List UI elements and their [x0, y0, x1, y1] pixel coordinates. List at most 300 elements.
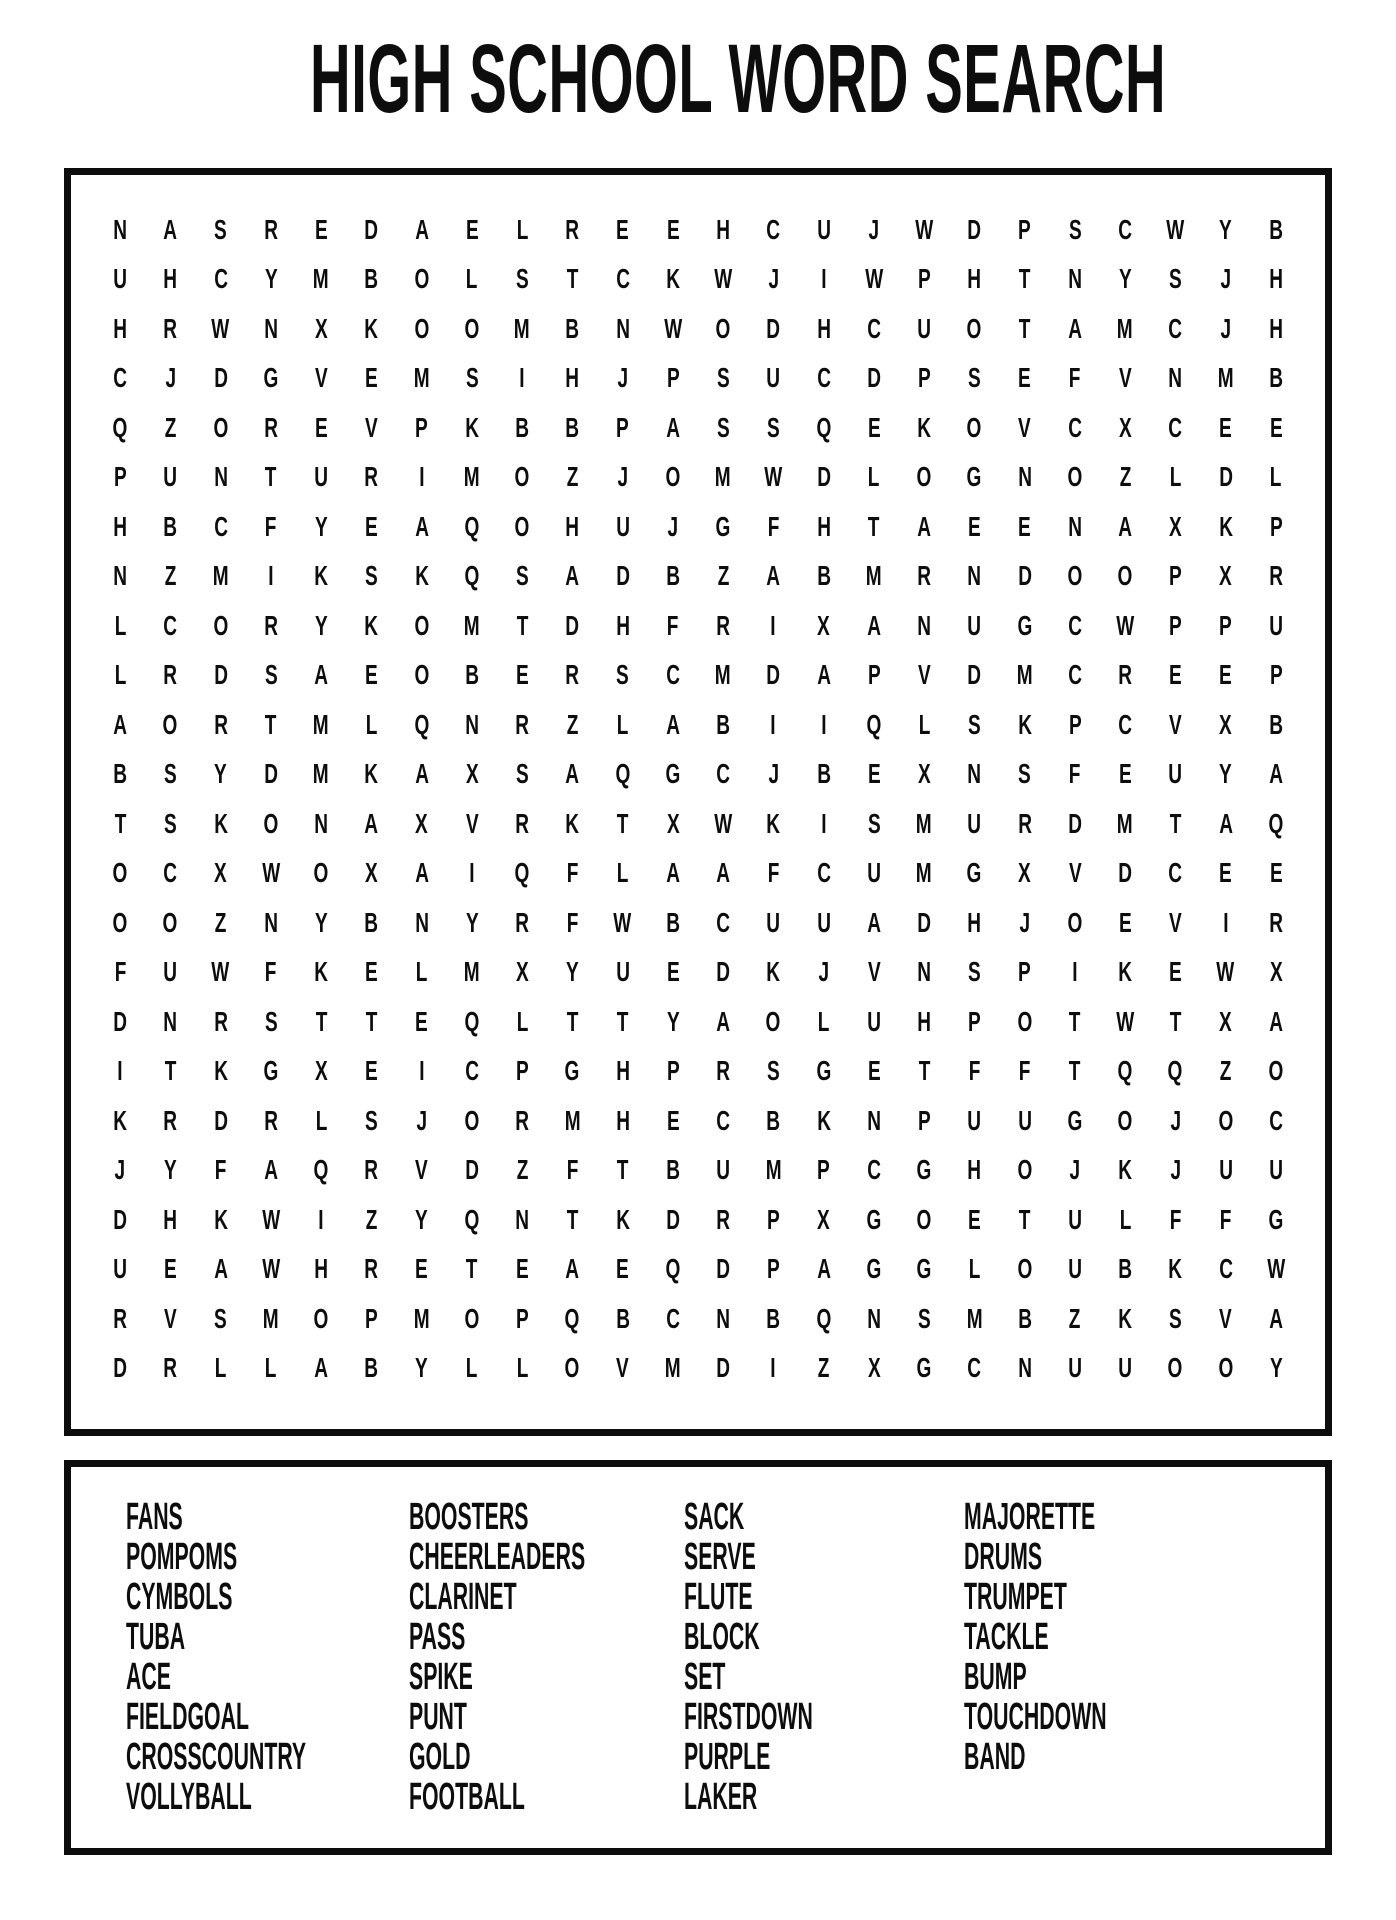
grid-letter: E: [968, 1203, 981, 1235]
grid-letter: U: [1017, 1104, 1032, 1136]
grid-letter: P: [415, 411, 428, 443]
grid-letter: Y: [164, 1154, 177, 1186]
grid-letter: S: [1018, 758, 1031, 790]
grid-letter: F: [566, 857, 579, 889]
grid-letter: J: [1170, 1104, 1181, 1136]
word-list-item: SPIKE: [409, 1656, 473, 1698]
grid-letter: O: [414, 659, 430, 691]
grid-letter: V: [1118, 362, 1132, 394]
word-list-item: TUBA: [126, 1616, 186, 1658]
grid-letter: F: [767, 510, 780, 542]
grid-letter: C: [866, 1154, 881, 1186]
grid-letter: N: [113, 560, 127, 592]
grid-letter: T: [516, 609, 528, 641]
grid-letter: I: [770, 1352, 777, 1384]
grid-letter: V: [1219, 1302, 1232, 1334]
grid-letter: O: [213, 411, 229, 443]
grid-letter: M: [413, 1302, 430, 1334]
word-list-item: FIRSTDOWN: [684, 1696, 813, 1738]
grid-letter: O: [162, 708, 178, 740]
grid-letter: Q: [464, 1203, 480, 1235]
grid-letter: T: [868, 510, 880, 542]
grid-letter: M: [564, 1104, 581, 1136]
grid-letter: L: [265, 1352, 277, 1384]
grid-letter: W: [261, 1253, 280, 1285]
grid-letter: R: [515, 1104, 529, 1136]
grid-letter: Z: [214, 906, 227, 938]
grid-letter: E: [415, 1005, 428, 1037]
grid-letter: A: [1118, 510, 1132, 542]
grid-letter: K: [1118, 1302, 1132, 1334]
grid-letter: O: [765, 1005, 781, 1037]
grid-letter: F: [968, 1055, 981, 1087]
grid-letter: I: [117, 1055, 123, 1087]
grid-letter: Y: [1118, 263, 1132, 295]
grid-letter: G: [816, 1055, 832, 1087]
grid-letter: D: [766, 659, 781, 691]
word-list-item: SACK: [684, 1496, 745, 1538]
grid-letter: L: [466, 1352, 478, 1384]
grid-letter: X: [867, 1352, 881, 1384]
letter-grid: [71, 175, 1325, 1429]
grid-letter: Z: [566, 708, 579, 740]
grid-letter: O: [1067, 560, 1083, 592]
grid-letter: N: [716, 1302, 730, 1334]
grid-letter: M: [262, 1302, 279, 1334]
grid-letter: P: [867, 659, 881, 691]
grid-letter: K: [766, 956, 781, 988]
grid-letter: X: [1269, 956, 1283, 988]
grid-letter: M: [313, 708, 330, 740]
grid-letter: H: [615, 1055, 630, 1087]
grid-letter: S: [767, 1055, 780, 1087]
grid-letter: N: [1017, 1352, 1032, 1384]
grid-letter: R: [263, 213, 278, 245]
grid-letter: V: [867, 956, 881, 988]
grid-letter: R: [263, 411, 278, 443]
grid-letter: N: [163, 1005, 178, 1037]
grid-letter: V: [1018, 411, 1031, 443]
grid-letter: C: [1067, 411, 1082, 443]
grid-letter: F: [767, 857, 780, 889]
grid-letter: C: [665, 1302, 680, 1334]
grid-letter: E: [515, 659, 529, 691]
grid-letter: T: [1169, 807, 1182, 839]
grid-letter: M: [916, 857, 933, 889]
grid-letter: L: [616, 857, 629, 889]
word-list-item: VOLLYBALL: [126, 1776, 252, 1818]
grid-letter: Q: [866, 708, 882, 740]
grid-letter: T: [265, 708, 277, 740]
grid-letter: M: [865, 560, 882, 592]
grid-letter: M: [1117, 807, 1134, 839]
grid-letter: C: [464, 1055, 479, 1087]
grid-letter: O: [916, 1203, 932, 1235]
grid-letter: T: [1018, 263, 1031, 295]
grid-letter: B: [364, 1352, 379, 1384]
grid-letter: T: [1069, 1055, 1081, 1087]
grid-letter: S: [1169, 263, 1182, 295]
word-list-item: CHEERLEADERS: [409, 1536, 586, 1578]
grid-letter: C: [716, 1104, 730, 1136]
grid-letter: A: [414, 857, 429, 889]
grid-letter: X: [415, 807, 428, 839]
grid-letter: C: [163, 609, 178, 641]
grid-letter: Q: [464, 560, 480, 592]
grid-letter: B: [665, 906, 680, 938]
grid-letter: H: [816, 510, 831, 542]
grid-letter: J: [165, 362, 176, 394]
grid-letter: W: [864, 263, 883, 295]
grid-letter: A: [213, 1253, 228, 1285]
grid-letter: R: [565, 213, 580, 245]
grid-letter: P: [917, 1104, 931, 1136]
grid-letter: M: [463, 609, 480, 641]
grid-letter: D: [213, 659, 228, 691]
grid-letter: A: [716, 857, 730, 889]
grid-letter: T: [365, 1005, 378, 1037]
grid-letter: E: [365, 1055, 378, 1087]
grid-letter: W: [211, 956, 230, 988]
grid-letter: F: [1219, 1203, 1232, 1235]
grid-letter: Z: [1219, 1055, 1232, 1087]
grid-letter: P: [968, 1005, 981, 1037]
grid-letter: X: [314, 1055, 328, 1087]
grid-letter: K: [364, 312, 379, 344]
grid-letter: I: [469, 857, 475, 889]
grid-letter: W: [764, 461, 783, 493]
grid-letter: C: [1118, 213, 1132, 245]
grid-letter: P: [666, 362, 680, 394]
grid-letter: I: [418, 1055, 425, 1087]
grid-letter: Z: [516, 1154, 528, 1186]
grid-letter: U: [1067, 1203, 1082, 1235]
grid-letter: D: [716, 1352, 730, 1384]
word-list-item: BOOSTERS: [409, 1496, 529, 1538]
grid-letter: L: [1119, 1203, 1131, 1235]
grid-letter: S: [716, 362, 730, 394]
grid-letter: Q: [564, 1302, 580, 1334]
grid-letter: L: [516, 1005, 528, 1037]
word-list-item: SET: [684, 1656, 726, 1698]
grid-letter: T: [566, 1005, 579, 1037]
grid-letter: O: [313, 857, 329, 889]
grid-letter: D: [967, 659, 982, 691]
grid-letter: V: [465, 807, 479, 839]
grid-letter: O: [112, 906, 128, 938]
grid-letter: U: [1218, 1154, 1233, 1186]
grid-letter: G: [1067, 1104, 1083, 1136]
grid-letter: G: [715, 510, 731, 542]
word-list-item: TACKLE: [964, 1616, 1049, 1658]
grid-letter: O: [162, 906, 178, 938]
grid-letter: D: [113, 1005, 127, 1037]
grid-letter: R: [364, 461, 379, 493]
grid-letter: P: [767, 1253, 780, 1285]
grid-letter: B: [364, 906, 379, 938]
grid-letter: O: [564, 1352, 580, 1384]
grid-letter: O: [1117, 560, 1133, 592]
grid-letter: U: [816, 213, 831, 245]
grid-letter: P: [1269, 659, 1283, 691]
grid-letter: N: [213, 461, 228, 493]
grid-letter: K: [1118, 1154, 1132, 1186]
grid-letter: Z: [164, 411, 177, 443]
grid-letter: L: [315, 1104, 327, 1136]
grid-letter: X: [817, 1203, 830, 1235]
word-list-item: MAJORETTE: [964, 1496, 1096, 1538]
grid-letter: E: [1269, 857, 1283, 889]
grid-letter: C: [113, 362, 127, 394]
grid-letter: G: [866, 1203, 882, 1235]
grid-letter: A: [766, 560, 781, 592]
grid-letter: T: [566, 1203, 579, 1235]
grid-letter: G: [263, 1055, 279, 1087]
grid-letter: E: [867, 758, 881, 790]
grid-letter: N: [917, 609, 931, 641]
grid-letter: G: [916, 1253, 932, 1285]
grid-letter: P: [1169, 560, 1182, 592]
grid-letter: A: [113, 708, 127, 740]
word-list-item: GOLD: [409, 1736, 471, 1778]
grid-letter: K: [1168, 1253, 1183, 1285]
grid-letter: X: [1219, 708, 1232, 740]
grid-letter: U: [1268, 609, 1283, 641]
grid-letter: O: [464, 1302, 480, 1334]
grid-letter: X: [1118, 411, 1132, 443]
grid-letter: O: [1067, 906, 1083, 938]
grid-letter: V: [1068, 857, 1082, 889]
grid-letter: R: [1118, 659, 1132, 691]
grid-letter: P: [113, 461, 127, 493]
grid-letter: B: [1268, 213, 1283, 245]
grid-letter: O: [916, 461, 932, 493]
grid-letter: N: [263, 906, 278, 938]
grid-letter: D: [967, 213, 982, 245]
grid-letter: U: [917, 312, 931, 344]
grid-letter: D: [1017, 560, 1032, 592]
grid-letter: U: [113, 1253, 127, 1285]
grid-letter: A: [665, 708, 680, 740]
word-list-item: SERVE: [684, 1536, 756, 1578]
grid-letter: U: [163, 956, 178, 988]
grid-letter: M: [463, 956, 480, 988]
grid-letter: H: [113, 510, 127, 542]
grid-letter: S: [515, 560, 529, 592]
grid-letter: B: [464, 659, 479, 691]
grid-letter: C: [615, 263, 630, 295]
grid-letter: R: [213, 1005, 228, 1037]
grid-letter: C: [213, 263, 228, 295]
grid-letter: J: [416, 1104, 427, 1136]
grid-letter: K: [314, 956, 328, 988]
grid-letter: P: [767, 1203, 780, 1235]
word-list-item: BLOCK: [684, 1616, 760, 1658]
grid-letter: O: [715, 312, 731, 344]
grid-letter: U: [967, 807, 982, 839]
grid-letter: N: [866, 1302, 881, 1334]
grid-letter: N: [263, 312, 278, 344]
grid-letter: Q: [464, 1005, 480, 1037]
grid-letter: A: [866, 609, 881, 641]
grid-letter: T: [114, 807, 126, 839]
grid-letter: A: [816, 659, 831, 691]
grid-letter: K: [414, 560, 429, 592]
grid-letter: L: [516, 213, 528, 245]
grid-letter: J: [667, 510, 679, 542]
grid-letter: L: [817, 1005, 830, 1037]
word-list-column: [126, 1497, 409, 1817]
grid-letter: B: [163, 510, 178, 542]
grid-letter: O: [966, 312, 982, 344]
grid-letter: N: [1067, 263, 1082, 295]
grid-letter: H: [816, 312, 831, 344]
grid-letter: W: [1166, 213, 1185, 245]
grid-letter: N: [1067, 510, 1082, 542]
grid-letter: J: [1220, 263, 1231, 295]
word-list-box: [64, 1460, 1332, 1855]
grid-letter: S: [767, 411, 780, 443]
grid-letter: R: [515, 807, 529, 839]
grid-letter: S: [264, 659, 278, 691]
grid-letter: B: [1268, 708, 1283, 740]
grid-letter: Y: [264, 263, 278, 295]
grid-letter: F: [265, 956, 277, 988]
grid-letter: F: [566, 1154, 579, 1186]
puzzle-grid-box: [64, 168, 1332, 1436]
grid-letter: X: [666, 807, 680, 839]
grid-letter: E: [365, 362, 378, 394]
grid-letter: I: [418, 461, 425, 493]
grid-letter: E: [666, 956, 680, 988]
grid-letter: B: [565, 312, 580, 344]
grid-letter: N: [414, 906, 429, 938]
grid-letter: A: [314, 659, 328, 691]
grid-letter: C: [1168, 312, 1183, 344]
grid-letter: K: [213, 807, 228, 839]
grid-letter: K: [113, 1104, 127, 1136]
grid-letter: Y: [566, 956, 579, 988]
grid-letter: C: [816, 362, 831, 394]
grid-letter: B: [565, 411, 580, 443]
grid-letter: E: [968, 510, 981, 542]
grid-letter: Q: [112, 411, 128, 443]
grid-letter: G: [263, 362, 279, 394]
grid-letter: R: [917, 560, 931, 592]
grid-letter: E: [867, 411, 881, 443]
grid-letter: V: [1169, 708, 1182, 740]
grid-letter: J: [818, 956, 829, 988]
grid-letter: X: [917, 758, 931, 790]
grid-letter: E: [1118, 906, 1132, 938]
grid-letter: H: [716, 213, 730, 245]
grid-letter: Y: [666, 1005, 680, 1037]
grid-letter: A: [917, 510, 931, 542]
grid-letter: N: [967, 560, 982, 592]
grid-letter: Y: [465, 906, 479, 938]
grid-letter: T: [918, 1055, 930, 1087]
grid-letter: S: [968, 708, 981, 740]
grid-letter: S: [365, 560, 378, 592]
grid-letter: W: [714, 263, 733, 295]
word-list-item: CYMBOLS: [126, 1576, 233, 1618]
grid-letter: I: [1222, 906, 1229, 938]
word-list-item: FIELDGOAL: [126, 1696, 249, 1738]
grid-letter: B: [716, 708, 730, 740]
grid-letter: Y: [415, 1352, 428, 1384]
grid-letter: R: [716, 1203, 730, 1235]
grid-letter: D: [665, 1203, 680, 1235]
grid-letter: L: [1169, 461, 1182, 493]
grid-letter: Q: [1268, 807, 1284, 839]
grid-letter: W: [1116, 1005, 1135, 1037]
word-list-item: TOUCHDOWN: [964, 1696, 1107, 1738]
grid-letter: H: [1268, 312, 1283, 344]
grid-letter: J: [1019, 906, 1030, 938]
grid-letter: O: [414, 609, 430, 641]
grid-letter: B: [816, 560, 831, 592]
grid-letter: T: [1018, 1203, 1031, 1235]
grid-letter: I: [318, 1203, 324, 1235]
grid-letter: L: [918, 708, 930, 740]
grid-letter: M: [313, 758, 330, 790]
grid-letter: Q: [816, 411, 832, 443]
grid-letter: Y: [214, 758, 227, 790]
grid-letter: E: [616, 1253, 629, 1285]
grid-letter: E: [365, 956, 378, 988]
grid-letter: T: [466, 1253, 478, 1285]
grid-letter: A: [1268, 1302, 1283, 1334]
grid-letter: N: [1017, 461, 1032, 493]
grid-letter: L: [365, 708, 378, 740]
grid-letter: G: [564, 1055, 580, 1087]
grid-letter: K: [1017, 708, 1032, 740]
grid-letter: I: [770, 708, 777, 740]
word-list-item: PUNT: [409, 1696, 467, 1738]
grid-letter: C: [1218, 1253, 1233, 1285]
grid-letter: L: [1270, 461, 1282, 493]
word-list-item: TRUMPET: [964, 1576, 1067, 1618]
grid-letter: X: [1219, 560, 1232, 592]
grid-letter: J: [768, 758, 779, 790]
grid-letter: H: [615, 609, 630, 641]
grid-letter: H: [113, 312, 127, 344]
grid-letter: U: [967, 609, 982, 641]
grid-letter: R: [163, 312, 178, 344]
grid-letter: B: [615, 1302, 630, 1334]
grid-letter: X: [1169, 510, 1182, 542]
grid-letter: B: [766, 1104, 781, 1136]
grid-letter: O: [1167, 1352, 1183, 1384]
grid-letter: R: [716, 609, 730, 641]
grid-letter: R: [263, 609, 278, 641]
grid-letter: U: [866, 857, 881, 889]
word-list-item: BUMP: [964, 1656, 1027, 1698]
grid-letter: X: [515, 956, 529, 988]
grid-letter: R: [565, 659, 580, 691]
grid-letter: O: [1017, 1253, 1033, 1285]
grid-letter: F: [1069, 758, 1081, 790]
grid-letter: H: [314, 1253, 328, 1285]
grid-letter: J: [617, 461, 628, 493]
grid-letter: J: [114, 1154, 126, 1186]
grid-letter: W: [1116, 609, 1135, 641]
grid-letter: Z: [717, 560, 729, 592]
grid-letter: U: [1268, 1154, 1283, 1186]
grid-letter: H: [615, 1104, 630, 1136]
grid-letter: Q: [665, 1253, 681, 1285]
grid-letter: D: [716, 1253, 730, 1285]
